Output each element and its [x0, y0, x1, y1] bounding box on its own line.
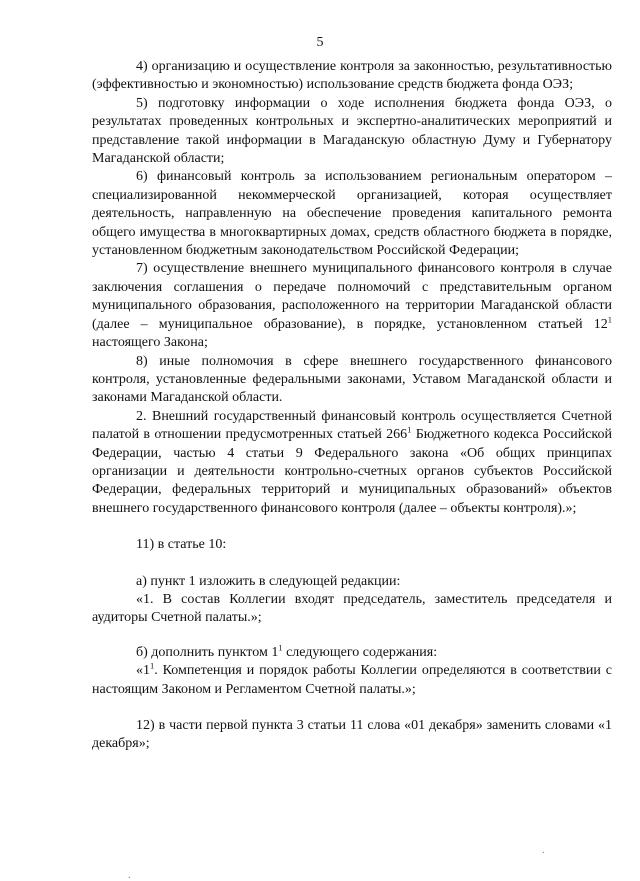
paragraph-item-7: 7) осуществление внешнего муниципального финансового контроля в случае заключения соглашения о передаче полномочий с представительным органом муниципального образования, расположенного на территории Магаданской области (далее – муниципальное образование), в порядке, установленном статьей $12^1$ настоящего Закона;: [92, 261, 612, 351]
paragraph-item-11: 11) в статье 10:: [136, 537, 227, 553]
paragraph-item-12: 12) в части первой пункта 3 статьи 11 слова «01 декабря» заменить словами «1 декабря»;: [92, 718, 612, 752]
paragraph-subitem-b: б) дополнить пунктом $1^1$ следующего содержания:: [136, 642, 438, 660]
page-number: 5: [316, 35, 324, 50]
paragraph-part-2: 2. Внешний государственный финансовый контроль осуществляется Счетной палатой в отношении предусмотренных статьей $266^1$ Бюджетного кодекса Российской Федерации, частью 4 статьи 9 Федерального закона «Об общих принципах организации и деятельности контрольно-счетных органов субъектов Российской Федерации, федеральных территорий и муниципальных образований» объектов внешнего государственного финансового контроля (далее – объекты контроля).»;: [92, 408, 613, 516]
paragraph-item-4: 4) организацию и осуществление контроля за законностью, результативностью (эффективностью и экономностью) использование средств бюджета фонда ОЭЗ;: [92, 59, 612, 93]
scan-speck: .: [542, 845, 545, 856]
scan-speck: .: [128, 870, 131, 881]
paragraph-quote-1-1: «$1^1$. Компетенция и порядок работы Коллегии определяются в соответствии с настоящим Законом и Регламентом Счетной палаты.»;: [92, 660, 612, 697]
paragraph-quote-1: «1. В состав Коллегии входят председатель, заместитель председателя и аудиторы Счетной палаты.»;: [92, 591, 612, 626]
superscript-index: 1: [150, 660, 155, 671]
document-body: [92, 58, 612, 754]
paragraph-item-6: 6) финансовый контроль за использованием региональным оператором – специализированной некоммерческой организацией, которая осуществляет деятельность, направленную на обеспечение проведения капитального ремонта общего имущества в многоквартирных домах, средств областного бюджета в порядке, установленном бюджетным законодательством Российской Федерации;: [92, 169, 612, 259]
superscript-index: 1: [278, 642, 283, 653]
paragraph-item-8: 8) иные полномочия в сфере внешнего государственного финансового контроля, установленные федеральными законами, Уставом Магаданской области и законами Магаданской области.: [92, 353, 612, 406]
paragraph-item-5: 5) подготовку информации о ходе исполнения бюджета фонда ОЭЗ, о результатах проведенных контрольных и экспертно-аналитических мероприятий и представление такой информации в Магаданскую областную Думу и Губернатору Магаданской области;: [92, 95, 612, 167]
paragraph-subitem-a: а) пункт 1 изложить в следующей редакции:: [136, 573, 401, 589]
superscript-index: 1: [407, 424, 412, 435]
superscript-index: 1: [607, 314, 612, 325]
